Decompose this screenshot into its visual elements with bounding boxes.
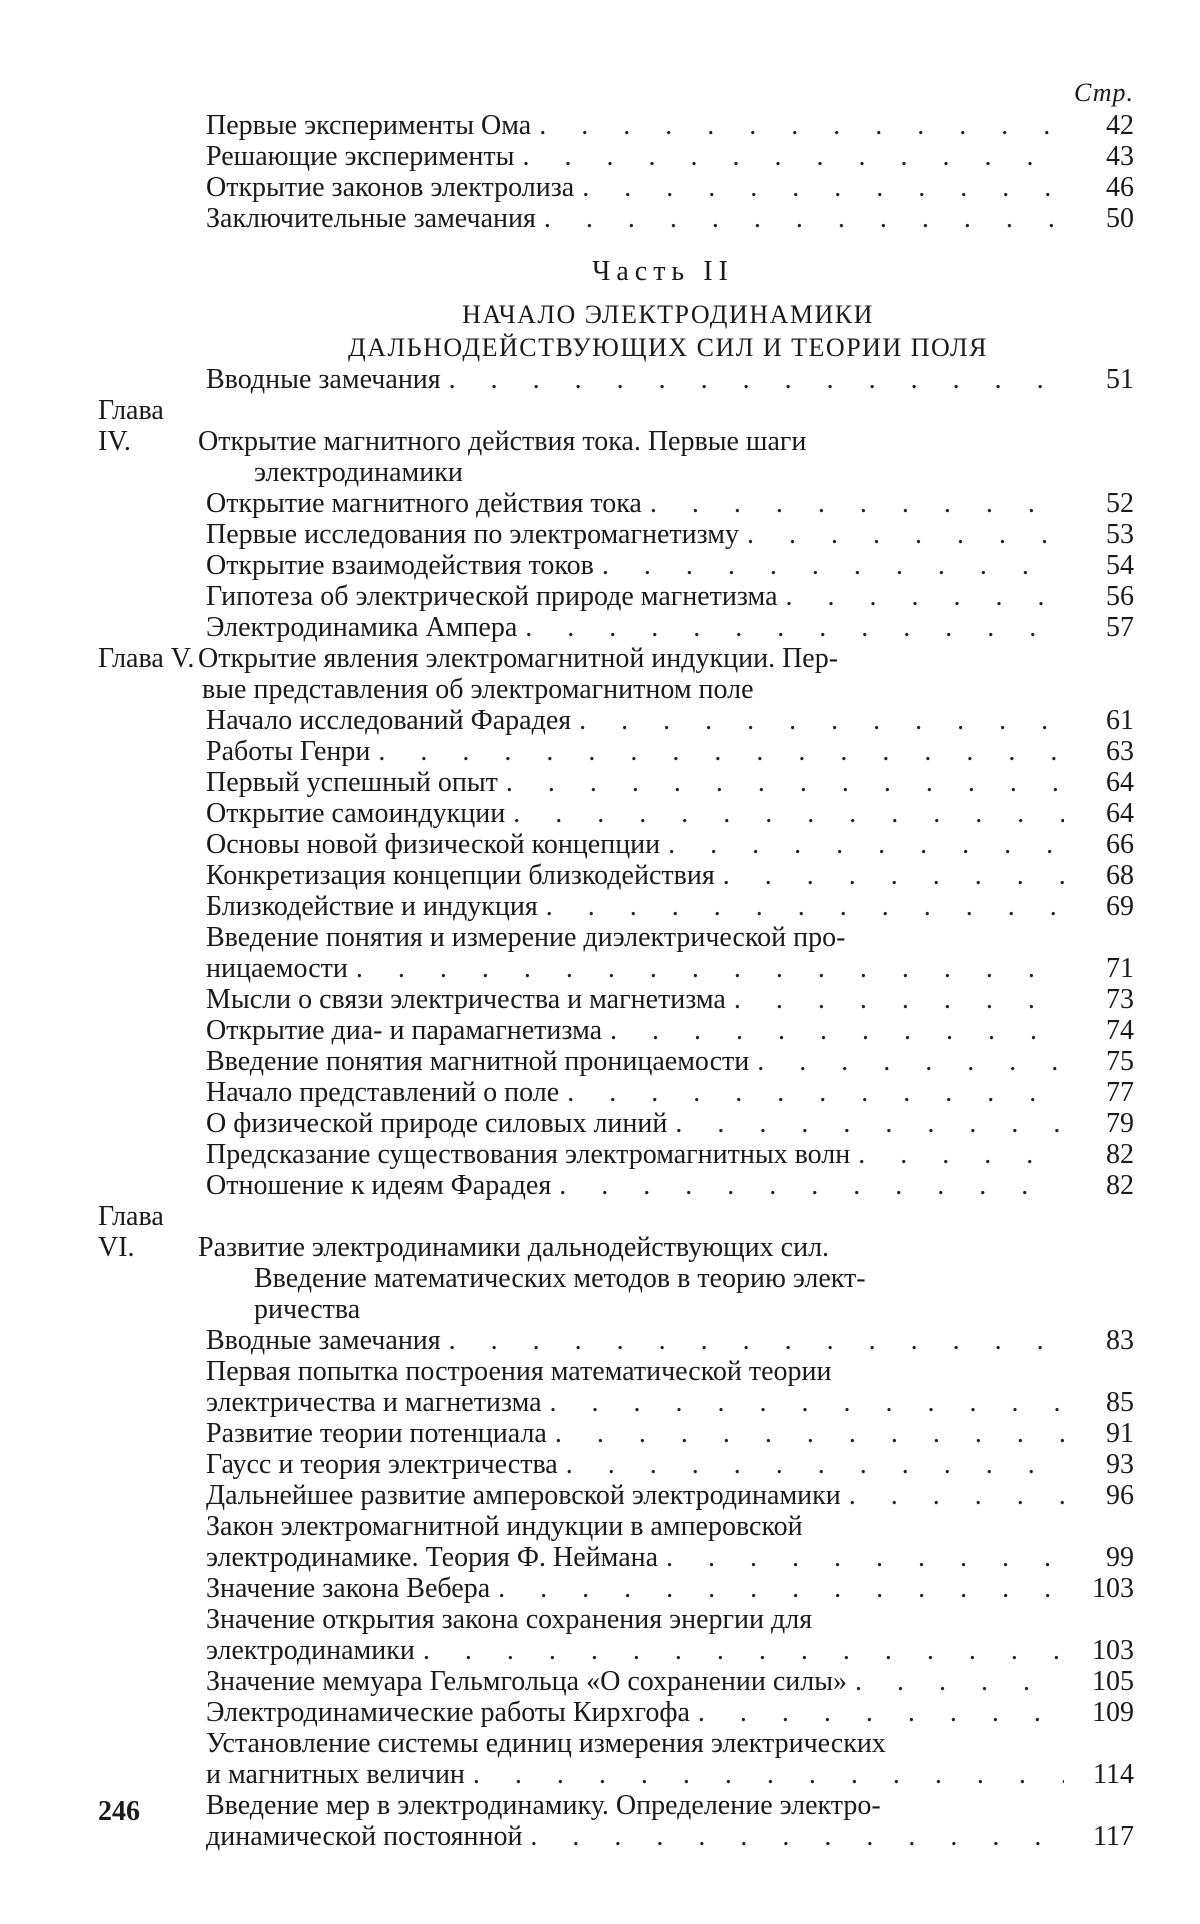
chapter-label: Глава V. — [98, 643, 195, 674]
leader-dots — [514, 141, 1064, 172]
toc-entry-page: 82 — [1106, 1139, 1134, 1170]
chapter-label: Глава VI. — [98, 1201, 164, 1263]
leader-dots — [531, 110, 1064, 141]
leader-dots — [538, 891, 1064, 922]
toc-entry-title: Близкодействие и индукция — [206, 891, 538, 922]
toc-entry — [98, 1759, 1138, 1790]
toc-entry — [98, 110, 1138, 141]
toc-entry — [98, 1666, 1138, 1697]
chapter-title-cont: ричества — [254, 1294, 361, 1325]
leader-dots — [594, 550, 1064, 581]
leader-dots — [505, 798, 1064, 829]
toc-entry-title: Открытие магнитного действия тока — [206, 488, 642, 519]
toc-entry-page: 79 — [1106, 1108, 1134, 1139]
leader-dots — [517, 612, 1064, 643]
leader-dots — [660, 829, 1064, 860]
toc-entry — [98, 798, 1138, 829]
toc-entry-title: Основы новой физической концепции — [206, 829, 661, 860]
chapter-title-cont: вые представления об электромагнитном поле — [202, 674, 754, 705]
leader-dots — [490, 1573, 1064, 1604]
toc-entry-page: 83 — [1106, 1325, 1134, 1356]
leader-dots — [739, 519, 1064, 550]
toc-entry-page: 57 — [1106, 612, 1134, 643]
toc-entry-title: Конкретизация концепции близкодействия — [206, 860, 715, 891]
toc-entry-page: 114 — [1093, 1759, 1134, 1790]
toc-entry-multiline — [98, 1790, 1138, 1821]
leader-dots — [498, 767, 1064, 798]
toc-entry-page: 75 — [1106, 1046, 1134, 1077]
toc-entry-multiline — [98, 1728, 1138, 1759]
toc-entry-title: Мысли о связи электричества и магнетизма — [206, 984, 726, 1015]
toc-entry-title: Гипотеза об электрической природе магнетизма — [206, 581, 778, 612]
toc-entry-title: Заключительные замечания — [206, 203, 536, 234]
toc-entry-page: 74 — [1106, 1015, 1134, 1046]
leader-dots — [441, 364, 1064, 395]
toc-entry-title: Отношение к идеям Фарадея — [206, 1170, 552, 1201]
toc-entry-title: динамической постоянной — [206, 1821, 523, 1852]
toc-entry-page: 103 — [1092, 1573, 1134, 1604]
toc-entry-page: 103 — [1092, 1635, 1134, 1666]
leader-dots — [690, 1697, 1064, 1728]
chapter-title: Развитие электродинамики дальнодействующих сил. — [198, 1232, 830, 1263]
toc-entry-page: 46 — [1106, 172, 1134, 203]
leader-dots — [536, 203, 1064, 234]
chapter-label: Глава IV. — [98, 395, 164, 457]
leader-dots — [642, 488, 1064, 519]
toc-entry — [98, 1046, 1138, 1077]
page-number: 246 — [98, 1796, 140, 1827]
toc-entry — [98, 550, 1138, 581]
toc-entry — [98, 1015, 1138, 1046]
toc-entry-multiline — [98, 1604, 1138, 1635]
toc-entry — [98, 1139, 1138, 1170]
toc-entry-page: 93 — [1106, 1449, 1134, 1480]
leader-dots — [441, 1325, 1064, 1356]
toc-entry — [98, 1449, 1138, 1480]
leader-dots — [415, 1635, 1064, 1666]
leader-dots — [465, 1759, 1064, 1790]
toc-entry — [98, 953, 1138, 984]
toc-entry-page: 42 — [1106, 110, 1134, 141]
toc-entry-title: Открытие диа- и парамагнетизма — [206, 1015, 603, 1046]
chapter-heading — [98, 643, 1138, 705]
chapter-title-cont: электродинамики — [254, 457, 463, 488]
toc-entry — [98, 203, 1138, 234]
toc-entry-page: 85 — [1106, 1387, 1134, 1418]
toc-entry-title: Электродинамические работы Кирхгофа — [206, 1697, 690, 1728]
toc-entry — [98, 767, 1138, 798]
toc-entry — [98, 141, 1138, 172]
leader-dots — [778, 581, 1065, 612]
toc-entry — [98, 364, 1138, 395]
toc-entry-multiline — [98, 1511, 1138, 1542]
leader-dots — [715, 860, 1064, 891]
toc-entry — [98, 736, 1138, 767]
toc-entry-title: и магнитных величин — [206, 1759, 465, 1790]
toc-entry-title: Начало исследований Фарадея — [206, 705, 572, 736]
toc-entry-page: 56 — [1106, 581, 1134, 612]
leader-dots — [522, 1821, 1064, 1852]
leader-dots — [370, 736, 1064, 767]
chapter-heading — [98, 395, 1138, 488]
leader-dots — [850, 1139, 1064, 1170]
part-subtitle-line-1: НАЧАЛО ЭЛЕКТРОДИНАМИКИ — [462, 300, 874, 329]
toc-entry-page: 66 — [1106, 829, 1134, 860]
leader-dots — [542, 1387, 1064, 1418]
toc-entry — [98, 1480, 1138, 1511]
toc-entry-title: ницаемости — [206, 953, 348, 984]
leader-dots — [547, 1418, 1064, 1449]
chapter-title-cont: Введение математических методов в теорию элект- — [254, 1263, 866, 1294]
toc-entry — [98, 488, 1138, 519]
toc-entry-title: Открытие самоиндукции — [206, 798, 506, 829]
toc-entry-page: 52 — [1106, 488, 1134, 519]
toc-entry — [98, 581, 1138, 612]
toc-entry-title-line: Введение мер в электродинамику. Определение электро- — [206, 1790, 881, 1821]
toc-entry-title: Электродинамика Ампера — [206, 612, 518, 643]
toc-entry — [98, 984, 1138, 1015]
leader-dots — [841, 1480, 1064, 1511]
toc-entry — [98, 172, 1138, 203]
toc-entry-title: Начало представлений о поле — [206, 1077, 560, 1108]
toc-entry — [98, 1635, 1138, 1666]
leader-dots — [574, 172, 1064, 203]
leader-dots — [667, 1108, 1064, 1139]
chapter-title: Открытие магнитного действия тока. Первые шаги — [198, 426, 807, 457]
toc-entry-multiline — [98, 1356, 1138, 1387]
part-subtitle-line-2: ДАЛЬНОДЕЙСТВУЮЩИХ СИЛ И ТЕОРИИ ПОЛЯ — [348, 333, 988, 362]
leader-dots — [558, 1449, 1064, 1480]
toc-entry-title: Открытие законов электролиза — [206, 172, 575, 203]
toc-entry-title: Первый успешный опыт — [206, 767, 498, 798]
toc-entry — [98, 1108, 1138, 1139]
chapter-heading — [98, 1201, 1138, 1325]
toc-entry-title: электричества и магнетизма — [206, 1387, 542, 1418]
toc-entry-page: 64 — [1106, 767, 1134, 798]
toc-entry-page: 73 — [1106, 984, 1134, 1015]
part-title: Часть II — [592, 256, 734, 287]
toc-entry-title: Вводные замечания — [206, 1325, 441, 1356]
leader-dots — [571, 705, 1064, 736]
toc-entry-page: 64 — [1106, 798, 1134, 829]
toc-entry-title: Работы Генри — [206, 736, 371, 767]
toc-entry-title-line: Закон электромагнитной индукции в амперовской — [206, 1511, 803, 1542]
toc-entry-title: Открытие взаимодействия токов — [206, 550, 594, 581]
toc-entry-title: О физической природе силовых линий — [206, 1108, 668, 1139]
toc-entry-page: 68 — [1106, 860, 1134, 891]
toc-entry-page: 50 — [1106, 203, 1134, 234]
toc-entry-title-line: Значение открытия закона сохранения энергии для — [206, 1604, 813, 1635]
toc-entry-page: 53 — [1106, 519, 1134, 550]
leader-dots — [749, 1046, 1064, 1077]
toc-entry-title: Вводные замечания — [206, 364, 441, 395]
toc-entry-title: Первые эксперименты Ома — [206, 110, 532, 141]
toc-entry-title-line: Первая попытка построения математической теории — [206, 1356, 832, 1387]
toc-entry-title-line: Введение понятия и измерение диэлектрической про- — [206, 922, 846, 953]
toc-entry-title: Дальнейшее развитие амперовской электродинамики — [206, 1480, 841, 1511]
toc-entry-page: 71 — [1106, 953, 1134, 984]
toc-entry-title: электродинамике. Теория Ф. Неймана — [206, 1542, 659, 1573]
toc-entry — [98, 1077, 1138, 1108]
toc-entry-title: Первые исследования по электромагнетизму — [206, 519, 739, 550]
toc-entry — [98, 860, 1138, 891]
leader-dots — [602, 1015, 1064, 1046]
toc-entry-page: 69 — [1106, 891, 1134, 922]
toc-entry-page: 105 — [1092, 1666, 1134, 1697]
leader-dots — [348, 953, 1064, 984]
toc-entry-page: 51 — [1106, 364, 1134, 395]
toc-entry — [98, 1418, 1138, 1449]
toc-entry — [98, 1542, 1138, 1573]
toc-entry — [98, 612, 1138, 643]
toc-entry-title: Значение мемуара Гельмгольца «О сохранении силы» — [206, 1666, 848, 1697]
toc-entry — [98, 705, 1138, 736]
toc-entry-page: 109 — [1092, 1697, 1134, 1728]
toc-entry-title: Введение понятия магнитной проницаемости — [206, 1046, 750, 1077]
toc-entry — [98, 1697, 1138, 1728]
toc-entry — [98, 519, 1138, 550]
toc-entry-page: 82 — [1106, 1170, 1134, 1201]
toc-entry-multiline — [98, 922, 1138, 953]
toc-entry-title: Значение закона Вебера — [206, 1573, 491, 1604]
toc-entry-page: 61 — [1106, 705, 1134, 736]
toc-entry-title: Решающие эксперименты — [206, 141, 515, 172]
toc-entry-page: 96 — [1106, 1480, 1134, 1511]
leader-dots — [551, 1170, 1064, 1201]
toc-entry-title: Гаусс и теория электричества — [206, 1449, 558, 1480]
toc-entry-page: 91 — [1106, 1418, 1134, 1449]
toc-entry-title: Предсказание существования электромагнитных волн — [206, 1139, 851, 1170]
toc-entry — [98, 1387, 1138, 1418]
toc-entry — [98, 891, 1138, 922]
leader-dots — [726, 984, 1064, 1015]
toc-entry-title: Развитие теории потенциала — [206, 1418, 547, 1449]
toc-entry — [98, 1325, 1138, 1356]
page-column-label: Стр. — [1074, 78, 1134, 107]
toc-entry-page: 63 — [1106, 736, 1134, 767]
toc-entry — [98, 1170, 1138, 1201]
toc-entry — [98, 829, 1138, 860]
toc-entry-title-line: Установление системы единиц измерения электрических — [206, 1728, 886, 1759]
toc-entry-page: 117 — [1093, 1821, 1134, 1852]
toc-entry — [98, 1821, 1138, 1852]
leader-dots — [847, 1666, 1064, 1697]
leader-dots — [559, 1077, 1064, 1108]
toc-entry-title: электродинамики — [206, 1635, 415, 1666]
leader-dots — [658, 1542, 1064, 1573]
toc-entry-page: 43 — [1106, 141, 1134, 172]
toc-entry — [98, 1573, 1138, 1604]
toc-entry-page: 77 — [1106, 1077, 1134, 1108]
toc-entry-page: 99 — [1106, 1542, 1134, 1573]
table-of-contents — [98, 110, 1138, 1852]
chapter-title: Открытие явления электромагнитной индукции. Пер- — [198, 643, 839, 674]
toc-entry-page: 54 — [1106, 550, 1134, 581]
